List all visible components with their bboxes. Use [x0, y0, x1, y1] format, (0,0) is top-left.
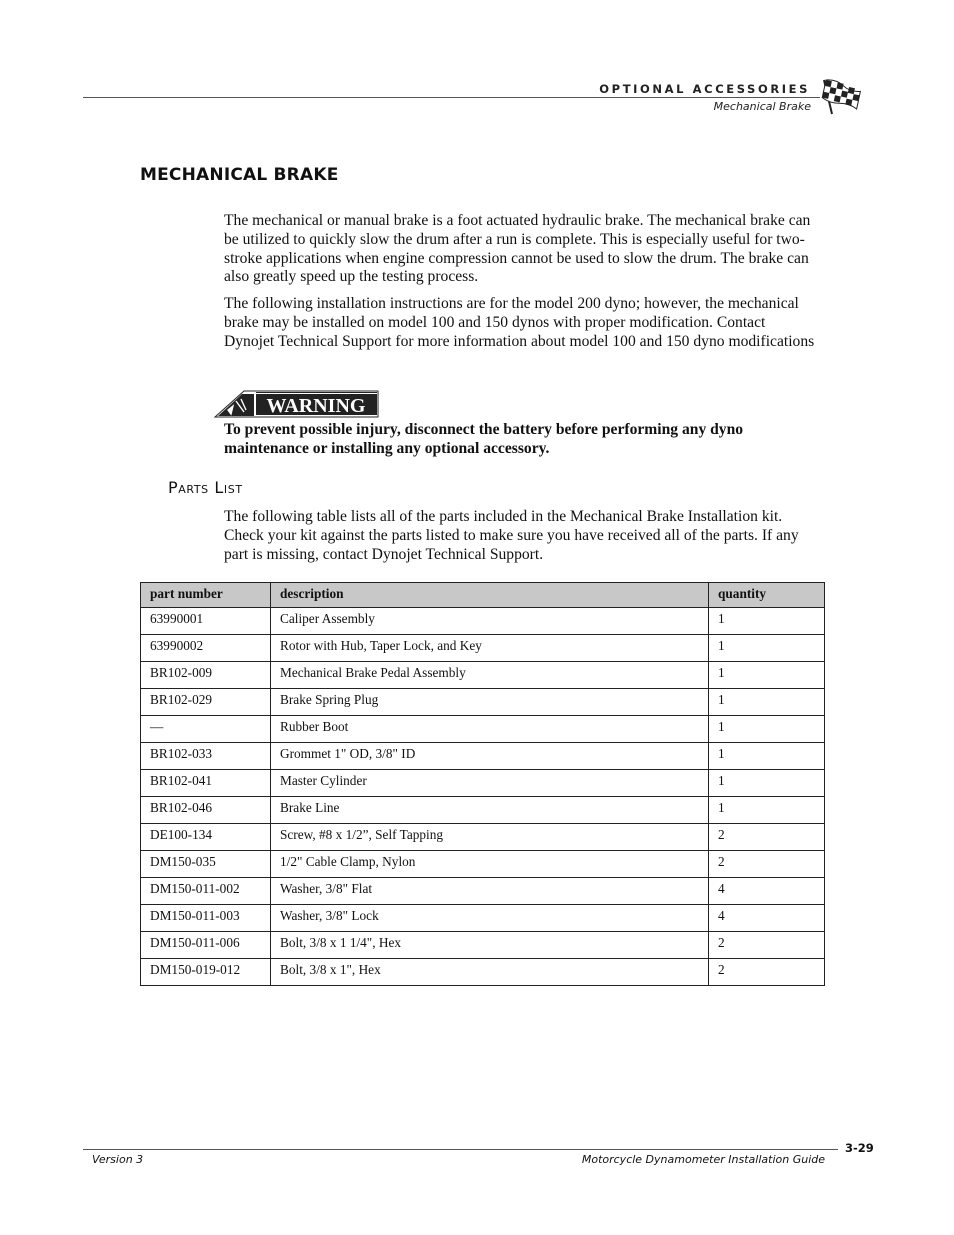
- table-row: [141, 932, 825, 959]
- header-rule: [83, 97, 820, 98]
- table-row: [141, 770, 825, 797]
- column-header-description: description: [271, 583, 709, 608]
- cell-description: Screw, #8 x 1/2”, Self Tapping: [271, 824, 709, 851]
- cell-description: Brake Spring Plug: [271, 689, 709, 716]
- cell-description: Washer, 3/8" Lock: [271, 905, 709, 932]
- cell-quantity: 1: [709, 716, 825, 743]
- cell-part-number: BR102-009: [141, 662, 271, 689]
- cell-quantity: 1: [709, 689, 825, 716]
- cell-part-number: 63990001: [141, 608, 271, 635]
- cell-part-number: DM150-011-003: [141, 905, 271, 932]
- intro-paragraph: The mechanical or manual brake is a foot actuated hydraulic brake. The mechanical brake can be utilized to quickly slow the drum after a run is complete. This is especially useful for two-stroke applications when engine compression cannot be used to slow the drum. The brake can also greatly speed up the testing process.: [224, 212, 811, 286]
- cell-description: Washer, 3/8" Flat: [271, 878, 709, 905]
- table-row: [141, 716, 825, 743]
- cell-description: Mechanical Brake Pedal Assembly: [271, 662, 709, 689]
- cell-quantity: 4: [709, 905, 825, 932]
- table-row: [141, 635, 825, 662]
- cell-part-number: DM150-019-012: [141, 959, 271, 986]
- footer-guide-title: Motorcycle Dynamometer Installation Guide: [581, 1153, 825, 1166]
- cell-quantity: 1: [709, 662, 825, 689]
- parts-list-heading: Parts List: [168, 478, 243, 497]
- cell-description: Master Cylinder: [271, 770, 709, 797]
- cell-part-number: 63990002: [141, 635, 271, 662]
- table-row: [141, 851, 825, 878]
- table-row: [141, 905, 825, 932]
- table-row: [141, 662, 825, 689]
- cell-quantity: 1: [709, 770, 825, 797]
- cell-quantity: 1: [709, 797, 825, 824]
- cell-description: 1/2" Cable Clamp, Nylon: [271, 851, 709, 878]
- cell-description: Caliper Assembly: [271, 608, 709, 635]
- table-row: [141, 878, 825, 905]
- cell-description: Rubber Boot: [271, 716, 709, 743]
- table-row: [141, 743, 825, 770]
- table-row: [141, 797, 825, 824]
- warning-text: To prevent possible injury, disconnect the battery before performing any dyno maintenance or installing any optional accessory.: [224, 421, 744, 457]
- table-row: [141, 689, 825, 716]
- header-subsection-title: Mechanical Brake: [713, 100, 811, 113]
- cell-description: Rotor with Hub, Taper Lock, and Key: [271, 635, 709, 662]
- cell-quantity: 2: [709, 851, 825, 878]
- model-note-paragraph: The following installation instructions are for the model 200 dyno; however, the mechanical brake may be installed on model 100 and 150 dynos with proper modification. Contact Dynojet Technical Support for more information about model 100 and 150 dyno modifications: [224, 295, 815, 350]
- page-number: 3-29: [845, 1141, 874, 1155]
- cell-part-number: BR102-029: [141, 689, 271, 716]
- footer-rule: [83, 1149, 838, 1150]
- table-row: [141, 824, 825, 851]
- cell-part-number: —: [141, 716, 271, 743]
- table-row: [141, 608, 825, 635]
- cell-quantity: 2: [709, 824, 825, 851]
- checkered-flag-icon: [820, 76, 866, 116]
- cell-part-number: BR102-046: [141, 797, 271, 824]
- cell-quantity: 1: [709, 743, 825, 770]
- cell-part-number: DE100-134: [141, 824, 271, 851]
- cell-quantity: 1: [709, 635, 825, 662]
- warning-hazard-icon: [214, 390, 380, 418]
- table-row: [141, 959, 825, 986]
- cell-description: Bolt, 3/8 x 1", Hex: [271, 959, 709, 986]
- footer-version: Version 3: [92, 1153, 144, 1166]
- parts-table: [140, 582, 825, 986]
- cell-description: Bolt, 3/8 x 1 1/4", Hex: [271, 932, 709, 959]
- cell-description: Brake Line: [271, 797, 709, 824]
- cell-quantity: 2: [709, 932, 825, 959]
- cell-quantity: 2: [709, 959, 825, 986]
- cell-quantity: 1: [709, 608, 825, 635]
- page-title: MECHANICAL BRAKE: [140, 165, 339, 185]
- cell-part-number: BR102-041: [141, 770, 271, 797]
- cell-part-number: BR102-033: [141, 743, 271, 770]
- table-header-row: [141, 583, 825, 608]
- cell-part-number: DM150-011-006: [141, 932, 271, 959]
- cell-description: Grommet 1" OD, 3/8" ID: [271, 743, 709, 770]
- cell-part-number: DM150-011-002: [141, 878, 271, 905]
- warning-label: WARNING: [266, 395, 366, 417]
- header-section-title: OPTIONAL ACCESSORIES: [599, 82, 810, 96]
- cell-quantity: 4: [709, 878, 825, 905]
- parts-list-intro: The following table lists all of the parts included in the Mechanical Brake Installation kit. Check your kit against the parts listed to make sure you have received all of the parts. If any part is missing, contact Dynojet Technical Support.: [224, 508, 799, 563]
- column-header-part-number: part number: [141, 583, 271, 608]
- cell-part-number: DM150-035: [141, 851, 271, 878]
- column-header-quantity: quantity: [709, 583, 825, 608]
